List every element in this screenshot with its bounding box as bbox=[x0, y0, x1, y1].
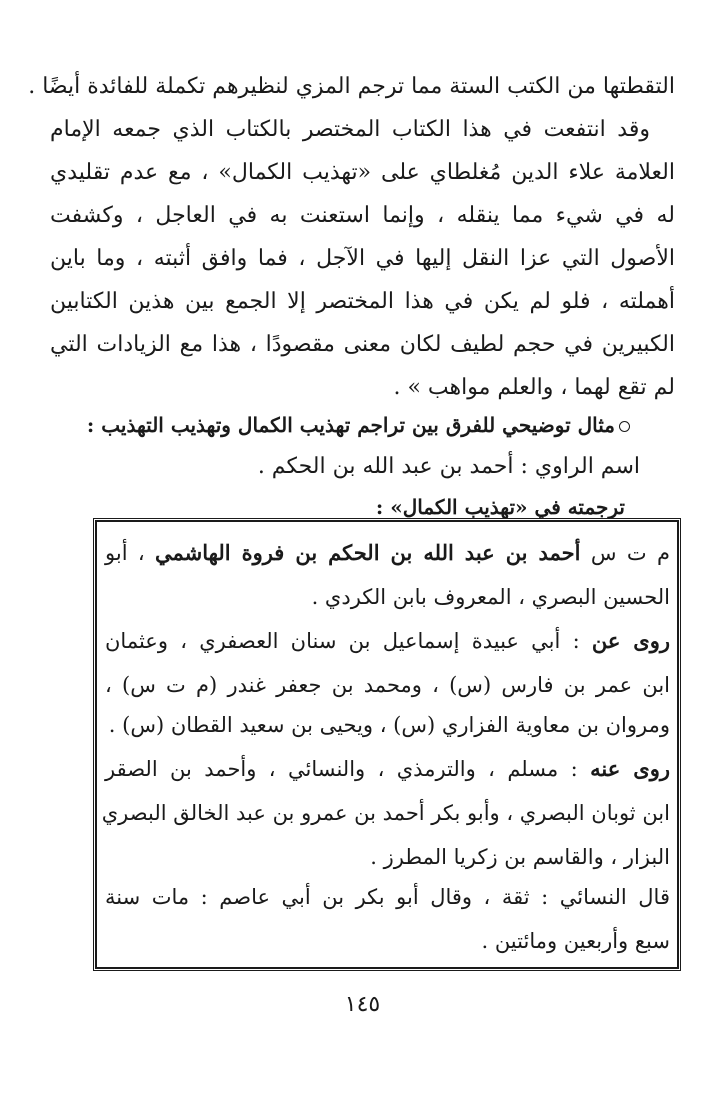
paragraph-line: الكبيرين في حجم لطيف لكان معنى مقصودًا ، هذا مع الزيادات التي bbox=[50, 332, 675, 357]
page-number: ١٤٥ bbox=[344, 992, 381, 1017]
box-line: ومروان بن معاوية الفزاري (س) ، ويحيى بن سعيد القطان (س) . bbox=[108, 713, 670, 737]
box-line: ابن عمر بن فارس (س) ، ومحمد بن جعفر غندر (م ت س) ، bbox=[105, 673, 670, 697]
intro-line: التقطتها من الكتب الستة مما ترجم المزي لنظيرهم تكملة للفائدة أيضًا . bbox=[28, 74, 675, 99]
box-line: ابن ثوبان البصري ، وأبو بكر أحمد بن عمرو بن عبد الخالق البصري bbox=[101, 801, 670, 825]
paragraph-line: أهملته ، فلو لم يكن في هذا المختصر إلا الجمع بين هذين الكتابين bbox=[50, 289, 675, 314]
box-line: روى عن : أبي عبيدة إسماعيل بن سنان العصفري ، وعثمان bbox=[105, 628, 671, 653]
box-line: البزار ، والقاسم بن زكريا المطرز . bbox=[370, 845, 670, 869]
box-line: قال النسائي : ثقة ، وقال أبو بكر بن أبي عاصم : مات سنة bbox=[105, 885, 670, 909]
paragraph-line: الأصول التي عزا النقل إليها في الآجل ، فما وافق أثبته ، وما باين bbox=[50, 246, 675, 271]
example-heading: مثال توضيحي للفرق بين تراجم تهذيب الكمال وتهذيب التهذيب : bbox=[50, 404, 630, 447]
box-line: روى عنه : مسلم ، والترمذي ، والنسائي ، وأحمد بن الصقر bbox=[105, 756, 671, 781]
narrator-name-line: اسم الراوي : أحمد بن عبد الله بن الحكم . bbox=[257, 454, 640, 479]
paragraph-line: وقد انتفعت في هذا الكتاب المختصر بالكتاب الذي جمعه الإمام bbox=[50, 117, 650, 142]
box-line: الحسين البصري ، المعروف بابن الكردي . bbox=[311, 585, 670, 609]
translation-heading: ترجمته في «تهذيب الكمال» : bbox=[375, 495, 625, 519]
box-line: سبع وأربعين ومائتين . bbox=[481, 929, 670, 953]
box-line: م ت س أحمد بن عبد الله بن الحكم بن فروة الهاشمي ، أبو bbox=[105, 540, 670, 565]
paragraph-line: له في شيء مما ينقله ، وإنما استعنت به في العاجل ، وكشفت bbox=[50, 203, 675, 228]
circle-bullet-icon bbox=[619, 421, 630, 432]
paragraph-line: لم تقع لهما ، والعلم مواهب » . bbox=[393, 375, 675, 400]
paragraph-line: العلامة علاء الدين مُغلطاي على «تهذيب الكمال» ، مع عدم تقليدي bbox=[50, 160, 675, 185]
